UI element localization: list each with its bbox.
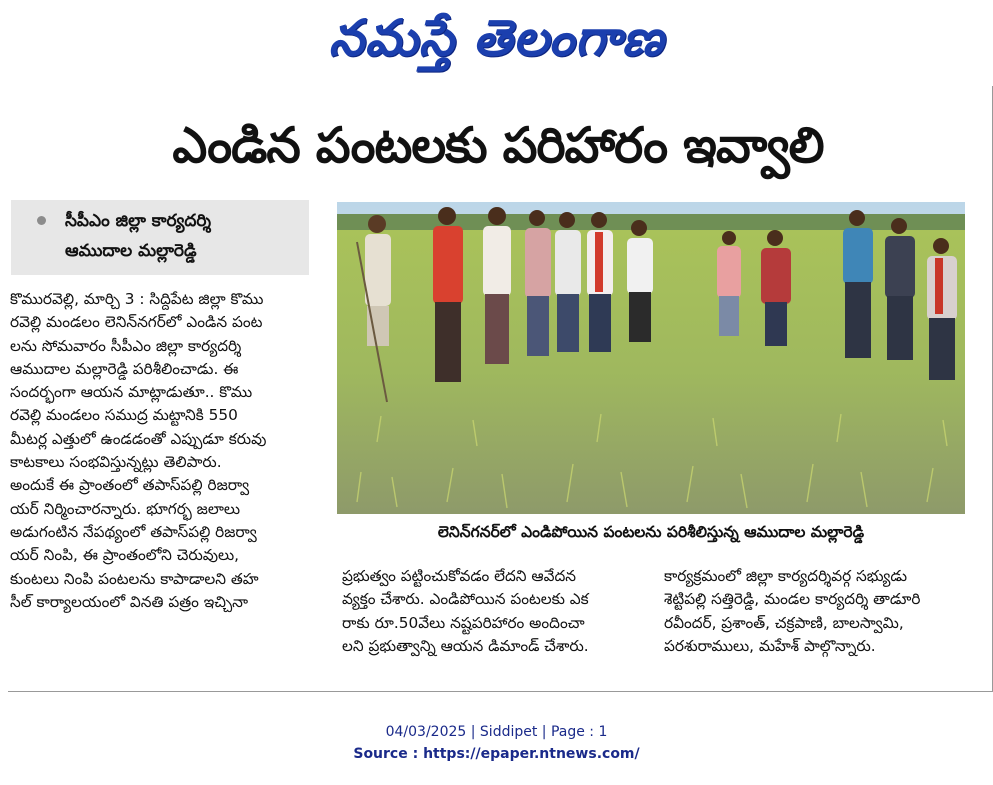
column-2-line: లని ప్రభుత్వాన్ని ఆయన డిమాండ్ చేశారు. (342, 636, 589, 655)
article-column-3 (664, 565, 966, 658)
column-3-line: శెట్టిపల్లి సత్తిరెడ్డి, మండల కార్యదర్శి తాడూరి (664, 590, 921, 609)
column-1-line: కాటకాలు సంభవిస్తున్నట్లు తెలిపారు. (10, 453, 222, 472)
column-1-line: యర్ నింపి, ఈ ప్రాంతంలోని చెరువులు, (10, 546, 239, 565)
column-1-line: సీల్ కార్యాలయంలో వినతి పత్రం ఇచ్చినా (10, 592, 249, 611)
article-column-1 (10, 288, 310, 614)
column-1-line: కుంటలు నింపి పంటలను కాపాడాలని తహ (10, 569, 259, 588)
column-1-line: రవెల్లి మండలం లెనిన్‌నగర్‌లో ఎండిన పంట (10, 313, 263, 332)
column-3-line: పరశురాములు, మహేశ్ పాల్గొన్నారు. (664, 636, 876, 655)
footer-date-edition: 04/03/2025 | Siddipet | Page : 1 (385, 724, 608, 740)
masthead-logo: నమస్తే తెలంగాణ (328, 8, 665, 67)
column-3-line: రవీందర్, ప్రశాంత్, చక్రపాణి, బాలస్వామి, (664, 613, 904, 632)
column-1-line: మీటర్ల ఎత్తులో ఉండడంతో ఎప్పుడూ కరువు (10, 429, 267, 448)
subhead-line-1: సీపీఎం జిల్లా కార్యదర్శి (65, 211, 212, 231)
column-2-line: రాకు రూ.50వేలు నష్టపరిహారం అందించా (342, 613, 585, 632)
column-2-line: ప్రభుత్వం పట్టించుకోవడం లేదని ఆవేదన (342, 567, 576, 585)
column-1-line: సందర్భంగా ఆయన మాట్లాడుతూ.. కొము (10, 383, 253, 402)
column-1-line: యర్ నిర్మించారన్నారు. భూగర్భ జలాలు (10, 499, 241, 518)
photo-caption: లెనిన్‌గనర్‌లో ఎండిపోయిన పంటలను పరిశీలిస్తున్న ఆముదాల మల్లారెడ్డి (437, 523, 865, 541)
column-1-line: కొమురవెల్లి, మార్చి 3 : సిద్దిపేట జిల్లా కొము (10, 290, 264, 308)
column-1-line: అడుగంటిన నేపథ్యంలో తపాస్‌పల్లి రిజర్వా (10, 522, 257, 541)
article-column-2 (342, 565, 634, 658)
article-headline: ఎండిన పంటలకు పరిహారం ఇవ్వాలి (172, 117, 824, 174)
column-1-line: అందుకే ఈ ప్రాంతంలో తపాస్‌పల్లి రిజర్వా (10, 476, 250, 495)
article-photo (337, 202, 965, 514)
subhead-line-2: ఆముదాల మల్లారెడ్డి (65, 241, 197, 261)
column-1-line: రవెల్లి మండలం సముద్ర మట్టానికి 550 (10, 406, 238, 425)
field-photo-illustration (337, 202, 965, 514)
article-subhead (11, 200, 309, 275)
column-2-line: వ్యక్తం చేశారు. ఎండిపోయిన పంటలకు ఎక (342, 590, 589, 609)
bullet-icon (37, 216, 46, 225)
column-3-line: కార్యక్రమంలో జిల్లా కార్యదర్శివర్గ సభ్యుడు (664, 567, 907, 585)
column-1-line: ఆముదాల మల్లారెడ్డి పరిశీలించాడు. ఈ (10, 359, 239, 378)
footer-source: Source : https://epaper.ntnews.com/ (353, 746, 640, 762)
column-1-line: లను సోమవారం సీపీఎం జిల్లా కార్యదర్శి (10, 336, 242, 355)
